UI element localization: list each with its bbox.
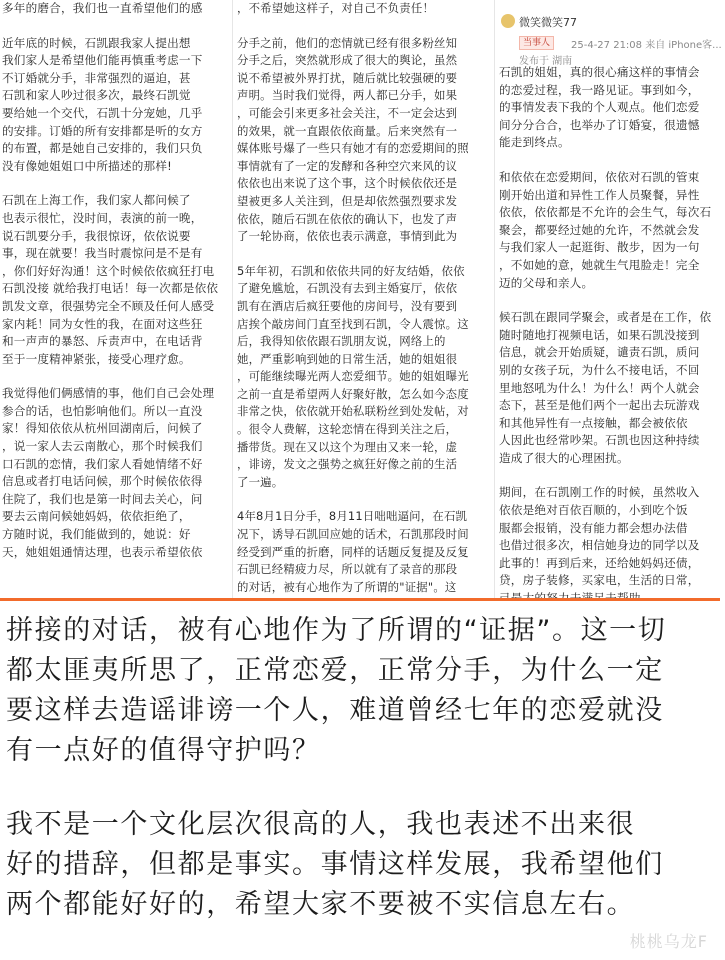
paragraph-gap <box>237 491 499 508</box>
text-line: 她，严重影响到她的日常生活，她的姐姐很 <box>237 351 458 366</box>
text-line: 况下，诱导石凯回应她的话术，石凯那段时间 <box>237 527 469 542</box>
text-line: 依依，随后石凯在依依的确认下，也发了声 <box>237 211 458 226</box>
text-line: 之前一直是希望两人好聚好散，怎么如今态度 <box>237 386 469 401</box>
text-line: 态下，甚至是他们两个一起出去玩游戏 <box>499 398 700 413</box>
post-body <box>499 64 725 608</box>
text-line: 5年年初，石凯和依依共同的好友结婚，依依 <box>237 263 465 278</box>
text-line: 信息，就会开始质疑，谴责石凯，质问 <box>499 345 700 360</box>
paragraph-gap <box>237 246 499 263</box>
text-line: 非常之快，依依就开始私联粉丝到处发帖，对 <box>237 404 469 419</box>
text-line: 媒体账号爆了一些只有她才有的恋爱期间的照 <box>237 141 469 156</box>
text-line: 的事情发表下我的个人观点。他们恋爱 <box>499 100 700 115</box>
screenshot-column-left <box>0 0 234 598</box>
text-line: 分手之后，突然就形成了很大的舆论，虽然 <box>237 53 458 68</box>
text-line: 好的措辞，但都是事实。事情这样发展，我希望他们 <box>6 849 664 880</box>
paragraph-gap <box>2 175 234 192</box>
text-line: 的恋爱过程，我一路见证。事到如今， <box>499 82 700 97</box>
text-line: 店挨个敲房间门直至找到石凯，令人震惊。这 <box>237 316 469 331</box>
text-line: 服都会报销，没有能力都会想办法借 <box>499 520 688 535</box>
text-line: 也借过很多次，相信她身边的同学以及 <box>499 538 700 553</box>
text-line: 。很令人费解，这轮恋情在得到关注之后， <box>237 422 458 437</box>
caption-paragraph-1 <box>6 611 666 771</box>
text-line: 石凯没接 就给我打电话！每一次都是依依 <box>2 281 219 296</box>
text-line: 要这样去造谣诽谤一个人，难道曾经七年的恋爱就没 <box>6 695 664 726</box>
text-line: 有一点好的值得守护吗？ <box>6 735 321 766</box>
text-line: 多年的磨合，我们也一直希望他们的感 <box>2 1 203 15</box>
text-line: 事，现在就要！我当时震惊问是不是有 <box>2 246 203 261</box>
text-line: 我们家人是希望他们能再慎重考虑一下 <box>2 53 203 68</box>
text-line: 住院了，我们也是第一时间去关心，问 <box>2 491 203 506</box>
text-line: ，可能会引来更多社会关注，不一定会达到 <box>237 105 458 120</box>
text-line: 别的女孩子玩，为什么不接电话，不回 <box>499 362 700 377</box>
paragraph-gap <box>2 18 234 35</box>
text-line: ，不希望她这样子，对自己不负责任！ <box>237 1 435 15</box>
username[interactable]: 微笑微笑77 <box>519 16 577 29</box>
text-line: ，不如她的意，她就生气甩脸走！完全 <box>499 257 700 272</box>
text-line: 迈的父母和亲人。 <box>499 275 594 290</box>
text-line: 依依也出来说了这个事，这个时候依依还是 <box>237 176 458 191</box>
caption-paragraph-2 <box>6 805 664 925</box>
text-line: ，说一家人去云南散心，那个时候我们 <box>2 439 203 454</box>
text-line: 声明。当时我们觉得，两人都已分手，如果 <box>237 88 458 103</box>
user-avatar[interactable] <box>501 14 515 28</box>
paragraph-gap <box>2 368 234 385</box>
text-line: 的安排。订婚的所有安排都是听的女方 <box>2 123 203 138</box>
text-line: 近年底的时候，石凯跟我家人提出想 <box>2 35 191 50</box>
text-line: 4年8月1日分手，8月11日咄咄逼问，在石凯 <box>237 509 468 524</box>
text-line: 了一遍。 <box>237 474 284 489</box>
text-line: 里地怒吼为什么！为什么！两个人就会 <box>499 380 700 395</box>
text-line: ，可能继续曝光两人恋爱细节。她的姐姐曝光 <box>237 369 469 384</box>
text-line: 依依是绝对百依百顺的，小到吃个饭 <box>499 503 688 518</box>
text-line: 拼接的对话，被有心地作为了所谓的“证据”。这一切 <box>6 615 667 646</box>
text-line: 此事的！再到后来，还给她妈妈还债， <box>499 555 700 570</box>
text-line: 石凯和家人吵过很多次，最终石凯觉 <box>2 88 191 103</box>
text-line: 要给她一个交代，石凯十分宠她，几乎 <box>2 105 203 120</box>
text-line: 凯发文章，很强势完全不顾及任何人感受 <box>2 298 215 313</box>
text-line: 后，我得知依依跟石凯朋友说，网络上的 <box>237 334 446 349</box>
text-line: 家内耗！同为女性的我，在面对这些狂 <box>2 316 203 331</box>
text-line: 凯有在酒店后疯狂要他的房间号，没有要到 <box>237 298 458 313</box>
text-line: 依依，依依都是不允许的会生气，每次石 <box>499 205 712 220</box>
paragraph-gap <box>499 467 725 484</box>
text-line: ，诽谤，发文之强势之疯狂好像之前的生活 <box>237 457 458 472</box>
paragraph-gap <box>499 292 725 309</box>
text-line: 家！得知依依从杭州回湖南后，问候了 <box>2 421 203 436</box>
text-line: 贷，房子装修，买家电，生活的日常， <box>499 573 700 588</box>
text-line: 刚开始出道和异性工作人员聚餐，异性 <box>499 187 700 202</box>
text-line: 随时随地打视频电话，如果石凯没接到 <box>499 327 700 342</box>
text-line: 经受到严重的折磨，同样的话题反复提及反复 <box>237 544 469 559</box>
text-line: 两个都能好好的，希望大家不要被不实信息左右。 <box>6 889 636 920</box>
status-badge: 当事人 <box>519 36 554 50</box>
text-line: 我觉得他们俩感情的事，他们自己会处理 <box>2 386 215 401</box>
text-line: 播带货。现在又以这个为理由又来一轮，虚 <box>237 439 458 454</box>
text-line: 要去云南问候她妈妈，依依拒绝了， <box>2 509 191 524</box>
text-line: 期间，在石凯刚工作的时候，虽然收入 <box>499 485 700 500</box>
text-line: 至于一度精神紧张，接受心理疗愈。 <box>2 351 191 366</box>
text-line: 候石凯在跟同学聚会，或者是在工作，依 <box>499 310 712 325</box>
text-line: 说石凯要分手，我很惊讶，依依说要 <box>2 228 191 243</box>
text-line: 没有像她姐姐口中所描述的那样! <box>2 158 172 173</box>
text-line: 我不是一个文化层次很高的人，我也表述不出来很 <box>6 809 636 840</box>
text-line: 造成了很大的心理困扰。 <box>499 450 629 465</box>
text-line: 的对话，被有心地作为了所谓的"证据"。这 <box>237 579 457 594</box>
text-line: 的效果，就一直跟依依商量。后来突然有一 <box>237 123 458 138</box>
text-line: ，你们好好沟通！这个时候依依疯狂打电 <box>2 263 215 278</box>
text-line: 口石凯的恋情，我们家人看她情绪不好 <box>2 456 203 471</box>
text-line: 了避免尴尬，石凯没有去到主婚宴厅，依依 <box>237 281 458 296</box>
paragraph-gap <box>499 152 725 169</box>
text-line: 聚会，都要经过她的允许，不然就会发 <box>499 222 700 237</box>
post-meta <box>571 36 722 51</box>
text-line: 不订婚就分手，非常强烈的逼迫，甚 <box>2 70 191 85</box>
screenshot-column-middle <box>232 0 499 598</box>
text-line: 参合的话，也怕影响他们。所以一直没 <box>2 403 203 418</box>
text-line: 与我们家人一起逛街、散步，因为一句 <box>499 240 700 255</box>
text-line: 天，她姐姐通情达理，也表示希望依依 <box>2 544 203 559</box>
text-line: 石凯在上海工作，我们家人都问候了 <box>2 193 191 208</box>
text-line: 说不希望被外界打扰，随后就比较强硬的要 <box>237 70 458 85</box>
bottom-caption <box>0 601 720 960</box>
post-location: 发布于 湖南 <box>519 56 573 67</box>
paragraph-gap <box>237 18 499 35</box>
text-line: 和一声声的暴怒、斥责声中，在电话背 <box>2 334 203 349</box>
post-source: 来自 iPhone客... <box>645 40 722 51</box>
post-timestamp: 25-4-27 21:08 <box>571 40 643 51</box>
text-line: 和其他异性有一点接触，都会被依依 <box>499 415 688 430</box>
text-line: 望被更多人关注到，但是却依然强烈要求发 <box>237 193 458 208</box>
text-line: 人因此也经常吵架。石凯也因这种持续 <box>499 433 700 448</box>
text-line: 都太匪夷所思了，正常恋爱，正常分手，为什么一定 <box>6 655 664 686</box>
text-line: 和依依在恋爱期间，依依对石凯的管束 <box>499 169 700 184</box>
text-line: 事情就有了一定的发酵和各种空穴来风的议 <box>237 158 458 173</box>
text-line: 间分分合合，也举办了订婚宴，很遗憾 <box>499 117 700 132</box>
post-header <box>499 0 725 67</box>
watermark: 桃桃乌龙F <box>629 932 708 951</box>
text-line: 能走到终点。 <box>499 135 570 150</box>
text-line: 分手之前，他们的恋情就已经有很多粉丝知 <box>237 35 458 50</box>
screenshot-column-right <box>494 0 725 598</box>
text-line: 的布置，都是她自己安排的，我们只负 <box>2 141 203 156</box>
text-line: 石凯的姐姐，真的很心痛这样的事情会 <box>499 65 700 79</box>
text-line: 了一轮协商，依依也表示满意，事情到此为 <box>237 229 458 244</box>
text-line: 信息或者打电话问候，那个时候依依得 <box>2 474 203 489</box>
text-line: 石凯已经精疲力尽，所以就有了录音的那段 <box>237 562 458 577</box>
text-line: 方随时说，我们能做到的，她说：好 <box>2 527 191 542</box>
text-line: 也表示很忙，没时间，表演的前一晚， <box>2 210 203 225</box>
